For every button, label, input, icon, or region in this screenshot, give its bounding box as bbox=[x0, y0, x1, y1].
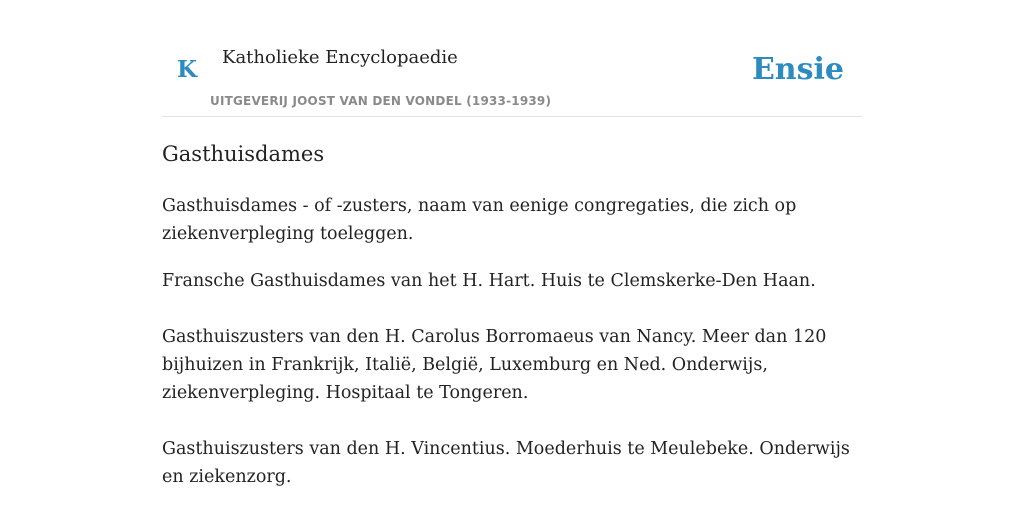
publisher-label: UITGEVERIJ JOOST VAN DEN VONDEL (1933-1939) bbox=[210, 94, 552, 108]
article-paragraph: Gasthuisdames - of -zusters, naam van eenige congregaties, die zich op ziekenverpleging toeleggen. bbox=[162, 196, 797, 244]
site-header bbox=[162, 0, 862, 117]
article-paragraph: Gasthuiszusters van den H. Carolus Borromaeus van Nancy. Meer dan 120 bijhuizen in Frankrijk, Italië, België, Luxemburg en Ned. Onderwijs, ziekenverpleging. Hospitaal te Tongeren. bbox=[162, 327, 827, 403]
article-title: Gasthuisdames bbox=[162, 142, 325, 166]
article-paragraph: Gasthuiszusters van den H. Vincentius. Moederhuis te Meulebeke. Onderwijs en ziekenzorg. bbox=[162, 439, 850, 487]
ensie-brand-logo[interactable]: Ensie bbox=[751, 52, 844, 87]
article-paragraph: Fransche Gasthuisdames van het H. Hart. Huis te Clemskerke-Den Haan. bbox=[162, 271, 816, 291]
encyclopedia-logo[interactable]: K bbox=[177, 56, 197, 83]
encyclopedia-title[interactable]: Katholieke Encyclopaedie bbox=[222, 47, 458, 68]
